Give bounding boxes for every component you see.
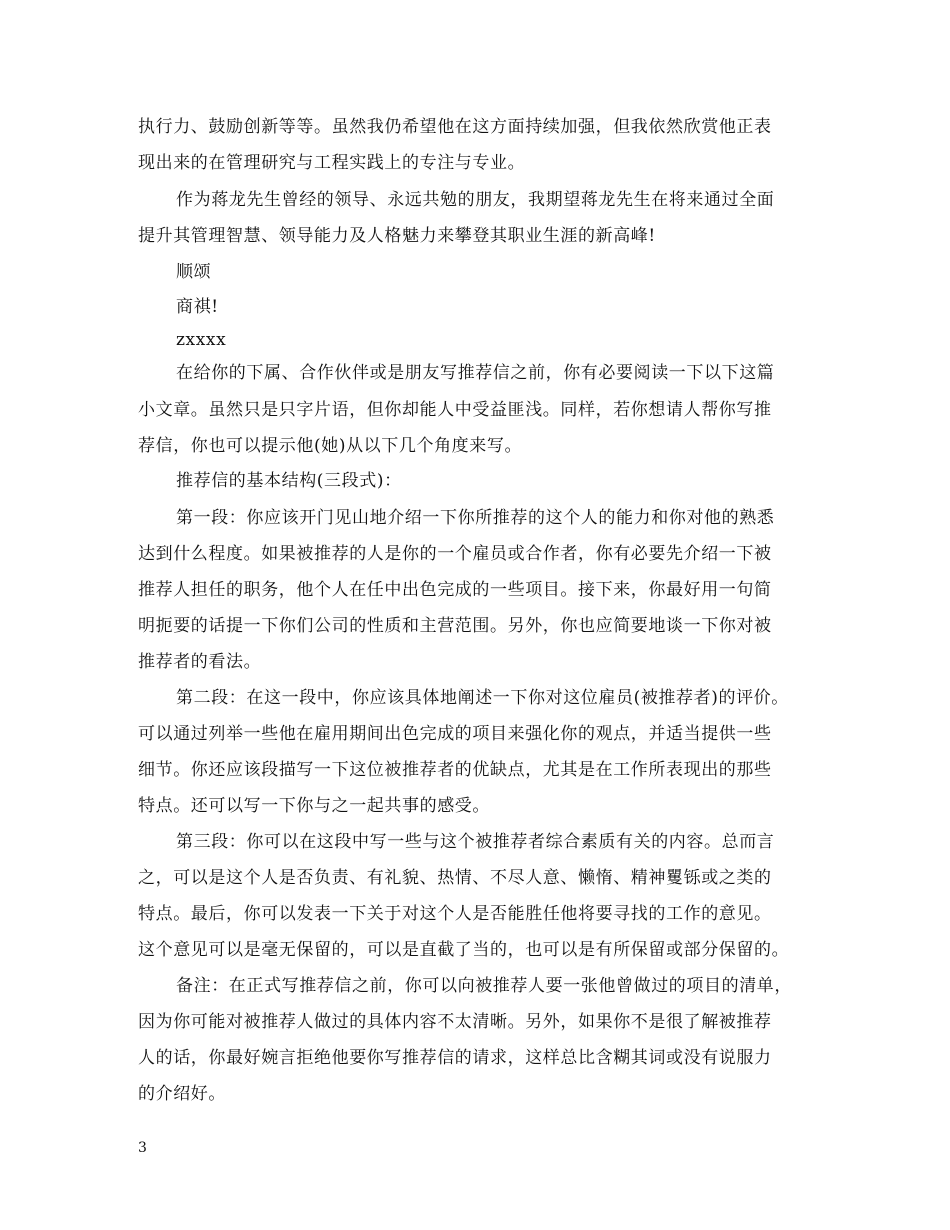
text-line: 可以通过列举一些他在雇用期间出色完成的项目来强化你的观点，并适当提供一些	[138, 724, 772, 744]
text-line: 第三段：你可以在这段中写一些与这个被推荐者综合素质有关的内容。总而言	[176, 832, 775, 852]
text-line: 推荐者的看法。	[138, 652, 262, 672]
text-line: 提升其管理智慧、领导能力及人格魅力来攀登其职业生涯的新高峰!	[138, 226, 656, 246]
text-line: 达到什么程度。如果被推荐的人是你的一个雇员或合作者，你有必要先介绍一下被	[138, 544, 772, 564]
text-line: 商祺!	[176, 297, 219, 317]
text-line: 这个意见可以是毫无保留的，可以是直截了当的，也可以是有所保留或部分保留的。	[138, 940, 790, 960]
text-line: 荐信，你也可以提示他(她)从以下几个角度来写。	[138, 436, 523, 456]
text-line: 之，可以是这个人是否负责、有礼貌、热情、不尽人意、懒惰、精神矍铄或之类的	[138, 868, 772, 888]
text-line: zxxxx	[176, 330, 227, 350]
text-line: 推荐信的基本结构(三段式)：	[176, 471, 402, 491]
text-line: 在给你的下属、合作伙伴或是朋友写推荐信之前，你有必要阅读一下以下这篇	[176, 363, 775, 383]
text-line: 第一段：你应该开门见山地介绍一下你所推荐的这个人的能力和你对他的熟悉	[176, 508, 775, 528]
text-line: 因为你可能对被推荐人做过的具体内容不太清晰。另外，如果你不是很了解被推荐	[138, 1012, 772, 1032]
text-line: 人的话，你最好婉言拒绝他要你写推荐信的请求，这样总比含糊其词或没有说服力	[138, 1048, 772, 1068]
text-line: 细节。你还应该段描写一下这位被推荐者的优缺点，尤其是在工作所表现出的那些	[138, 760, 772, 780]
text-line: 的介绍好。	[138, 1084, 226, 1104]
text-line: 第二段：在这一段中，你应该具体地阐述一下你对这位雇员(被推荐者)的评价。	[176, 688, 789, 708]
text-line: 作为蒋龙先生曾经的领导、永远共勉的朋友，我期望蒋龙先生在将来通过全面	[176, 190, 775, 210]
text-line: 顺颂	[176, 262, 212, 282]
text-line: 现出来的在管理研究与工程实践上的专注与专业。	[138, 153, 526, 173]
text-line: 明扼要的话提一下你们公司的性质和主营范围。另外，你也应简要地谈一下你对被	[138, 616, 772, 636]
text-line: 执行力、鼓励创新等等。虽然我仍希望他在这方面持续加强，但我依然欣赏他正表	[138, 117, 772, 137]
text-line: 备注：在正式写推荐信之前，你可以向被推荐人要一张他曾做过的项目的清单，	[176, 976, 792, 996]
text-line: 特点。还可以写一下你与之一起共事的感受。	[138, 796, 490, 816]
page-number: 3	[138, 1140, 147, 1156]
text-line: 特点。最后，你可以发表一下关于对这个人是否能胜任他将要寻找的工作的意见。	[138, 904, 772, 924]
text-line: 推荐人担任的职务，他个人在任中出色完成的一些项目。接下来，你最好用一句简	[138, 580, 772, 600]
text-line: 小文章。虽然只是只字片语，但你却能人中受益匪浅。同样，若你想请人帮你写推	[138, 400, 772, 420]
